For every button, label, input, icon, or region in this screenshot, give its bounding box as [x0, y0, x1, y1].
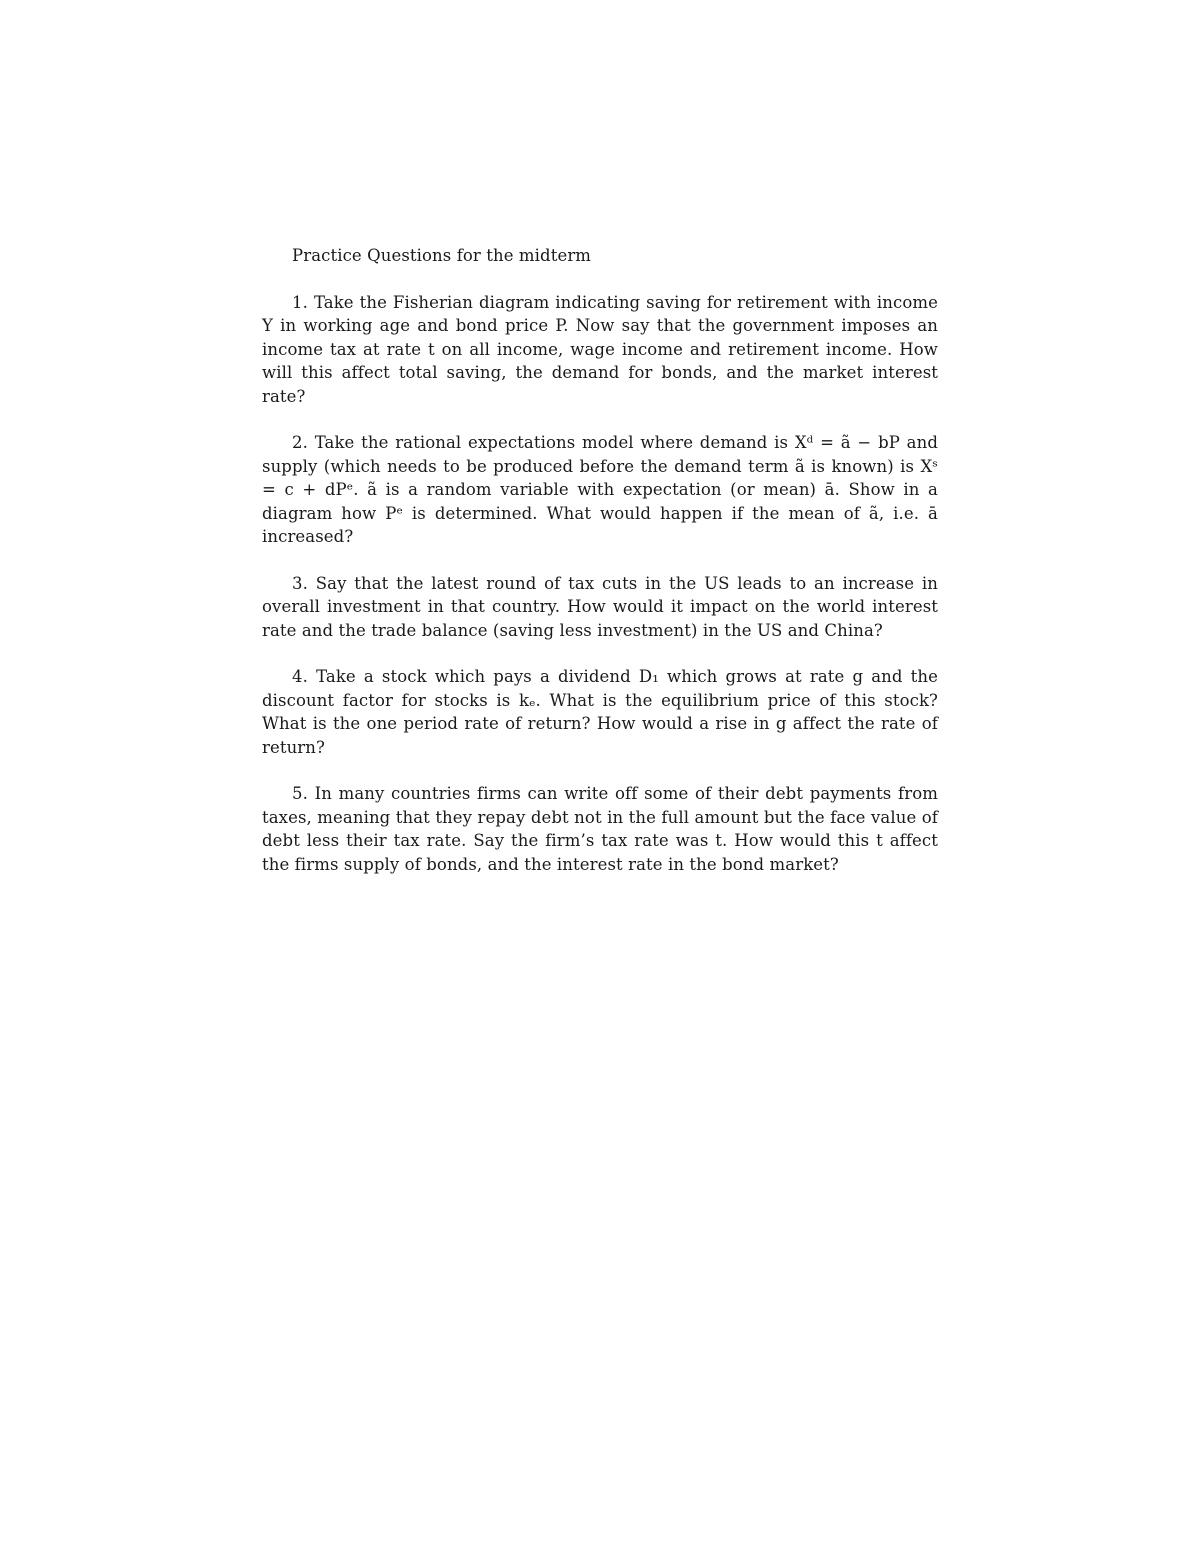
question-3 [262, 572, 938, 643]
document-title: Practice Questions for the midterm [292, 246, 592, 265]
question-number: 1. [292, 292, 308, 312]
question-1 [262, 291, 938, 409]
question-4 [262, 665, 938, 759]
question-number: 3. [292, 573, 308, 593]
question-number: 2. [292, 433, 308, 452]
question-5 [262, 782, 938, 876]
question-number: 4. [292, 667, 308, 686]
question-text: Take the rational expectations model where demand is Xᵈ = ã − bP and supply (which needs to be produced before the demand term ã is known) is Xˢ = c + dPᵉ. ã is a random variable with expectation (or mean) ā. Show in a diagram how Pᵉ is determined. What would happen if the mean of ã, i.e. ā increased? [262, 433, 938, 546]
question-text: Say that the latest round of tax cuts in the US leads to an increase in overall investment in that country. How would it impact on the world interest rate and the trade balance (saving less investment) in the US and China? [262, 573, 938, 640]
question-text: Take a stock which pays a dividend D₁ which grows at rate g and the discount factor for stocks is kₑ. What is the equilibrium price of this stock? What is the one period rate of return? How would a rise in g affect the rate of return? [262, 667, 938, 757]
question-text: Take the Fisherian diagram indicating saving for retirement with income Y in working age and bond price P. Now say that the government imposes an income tax at rate t on all income, wage income and retirement income. How will this affect total saving, the demand for bonds, and the market interest rate? [262, 292, 938, 406]
document-page [262, 244, 938, 876]
question-number: 5. [292, 784, 308, 803]
question-2 [262, 431, 938, 549]
question-text: In many countries firms can write off some of their debt payments from taxes, meaning that they repay debt not in the full amount but the face value of debt less their tax rate. Say the firm’s tax rate was t. How would this t affect the firms supply of bonds, and the interest rate in the bond market? [262, 784, 938, 874]
